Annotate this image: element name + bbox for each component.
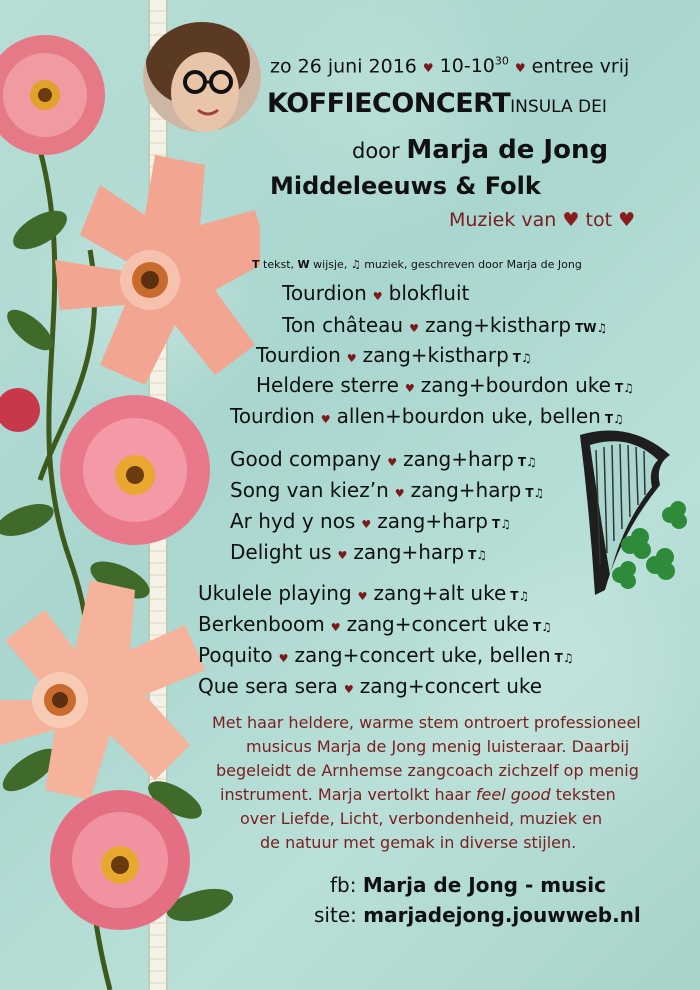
song-instruments: blokfluit (388, 281, 470, 305)
music-note-icon: ♫ (350, 258, 361, 271)
description-line: begeleidt de Arnhemse zangcoach zichzelf op menig (216, 761, 639, 780)
song-item (256, 343, 532, 367)
song-title: Berkenboom (198, 612, 325, 636)
song-item (230, 447, 537, 471)
event-time (440, 55, 509, 77)
legend (252, 258, 582, 271)
song-tag: T♫ (468, 548, 488, 562)
heart-icon: ♥ (346, 352, 357, 365)
song-title: Good company (230, 447, 382, 471)
tagline (449, 209, 635, 231)
song-tag: T♫ (512, 351, 532, 365)
event-date: zo 26 juni 2016 (270, 55, 417, 78)
song-title: Poquito (198, 643, 273, 667)
legend-note-text: muziek, geschreven door Marja de Jong (364, 258, 582, 271)
harp-shamrock-icon (560, 425, 690, 600)
heart-icon: ♥ (320, 413, 331, 426)
event-time-main: 10-10 (439, 55, 495, 78)
song-instruments: zang+harp (377, 509, 488, 533)
song-title: Tourdion (282, 281, 367, 305)
song-item (230, 540, 487, 564)
event-time-sup: 30 (494, 55, 509, 68)
song-tag: T♫ (510, 589, 530, 603)
song-tag: T♫ (614, 381, 634, 395)
description-text: teksten (550, 785, 616, 804)
heart-icon: ♥ (343, 683, 354, 696)
entry-info: entree vrij (531, 55, 630, 78)
song-title: Que sera sera (198, 674, 338, 698)
song-instruments: zang+harp (403, 447, 514, 471)
song-title: Delight us (230, 540, 332, 564)
song-instruments: zang+kistharp (424, 313, 572, 337)
song-item (230, 509, 511, 533)
venue: INSULA DEI (510, 97, 607, 117)
song-tag: T♫ (525, 486, 545, 500)
song-tag: T♫ (604, 412, 624, 426)
song-instruments: zang+harp (353, 540, 465, 564)
legend-t: T (252, 258, 260, 271)
genre: Middeleeuws & Folk (270, 172, 541, 200)
heart-icon: ♥ (372, 290, 383, 303)
song-title: Song van kiez’n (230, 478, 389, 502)
song-tag (542, 682, 546, 696)
song-instruments: zang+alt uke (373, 581, 507, 605)
legend-t-text: tekst, (263, 258, 295, 271)
song-item (198, 612, 552, 636)
artist-description (200, 711, 680, 855)
heart-icon: ♥ (394, 487, 405, 500)
description-text: instrument. Marja vertolkt haar (220, 785, 476, 804)
heart-icon: ♥ (562, 209, 580, 231)
facebook-value[interactable]: Marja de Jong - music (362, 873, 606, 897)
song-tag (469, 289, 473, 303)
heart-icon: ♥ (422, 61, 434, 76)
artist-name: Marja de Jong (406, 135, 609, 165)
song-item (282, 281, 473, 305)
song-instruments: allen+bourdon uke, bellen (336, 404, 601, 428)
song-title: Ar hyd y nos (230, 509, 356, 533)
song-tag: T♫ (491, 517, 511, 531)
event-title: KOFFIECONCERT (267, 88, 511, 119)
song-item (198, 674, 546, 698)
song-item (198, 643, 574, 667)
legend-w-text: wijsje, (313, 258, 348, 271)
description-line: musicus Marja de Jong menig luisteraar. Daarbij (246, 737, 630, 756)
website-link[interactable]: marjadejong.jouwweb.nl (363, 903, 641, 927)
song-instruments: zang+bourdon uke (420, 373, 611, 397)
song-tag: T♫ (517, 455, 537, 469)
heart-icon: ♥ (404, 382, 415, 395)
portrait-photo (143, 22, 261, 132)
event-date-line (270, 55, 629, 77)
song-item (198, 581, 529, 605)
heart-icon: ♥ (618, 209, 636, 231)
facebook-label: fb: (330, 873, 357, 897)
song-instruments: zang+harp (410, 478, 522, 502)
song-tag: TW♫ (575, 321, 608, 335)
song-title: Ukulele playing (198, 581, 352, 605)
heart-icon: ♥ (357, 590, 368, 603)
song-tag: T♫ (533, 620, 552, 634)
song-title: Tourdion (230, 404, 315, 428)
song-tag: T♫ (554, 651, 574, 665)
song-instruments: zang+concert uke (359, 674, 543, 698)
song-title: Tourdion (256, 343, 341, 367)
tagline-end: tot (585, 209, 613, 231)
heart-icon: ♥ (337, 549, 348, 562)
tagline-start: Muziek van (449, 209, 557, 231)
artist-line (352, 135, 608, 165)
song-item (282, 313, 607, 337)
song-instruments: zang+kistharp (362, 343, 509, 367)
title-line (267, 88, 607, 119)
description-line: over Liefde, Licht, verbondenheid, muziek en (240, 809, 603, 828)
description-emphasis: feel good (475, 785, 551, 804)
song-item (230, 478, 544, 502)
legend-w: W (297, 258, 310, 271)
facebook-line (330, 873, 606, 897)
heart-icon: ♥ (361, 518, 372, 531)
song-title: Heldere sterre (256, 373, 399, 397)
song-title: Ton château (282, 313, 404, 337)
heart-icon: ♥ (330, 621, 341, 634)
song-instruments: zang+concert uke, bellen (294, 643, 551, 667)
description-line: Met haar heldere, warme stem ontroert professioneel (212, 713, 641, 732)
description-line: de natuur met gemak in diverse stijlen. (260, 833, 577, 852)
heart-icon: ♥ (409, 322, 419, 335)
website-line (314, 903, 641, 927)
heart-icon: ♥ (514, 61, 526, 76)
song-instruments: zang+concert uke (346, 612, 529, 636)
by-label: door (352, 139, 400, 163)
description-line (200, 783, 680, 807)
heart-icon: ♥ (278, 652, 289, 665)
heart-icon: ♥ (387, 456, 398, 469)
website-label: site: (314, 903, 357, 927)
song-item (256, 373, 634, 397)
